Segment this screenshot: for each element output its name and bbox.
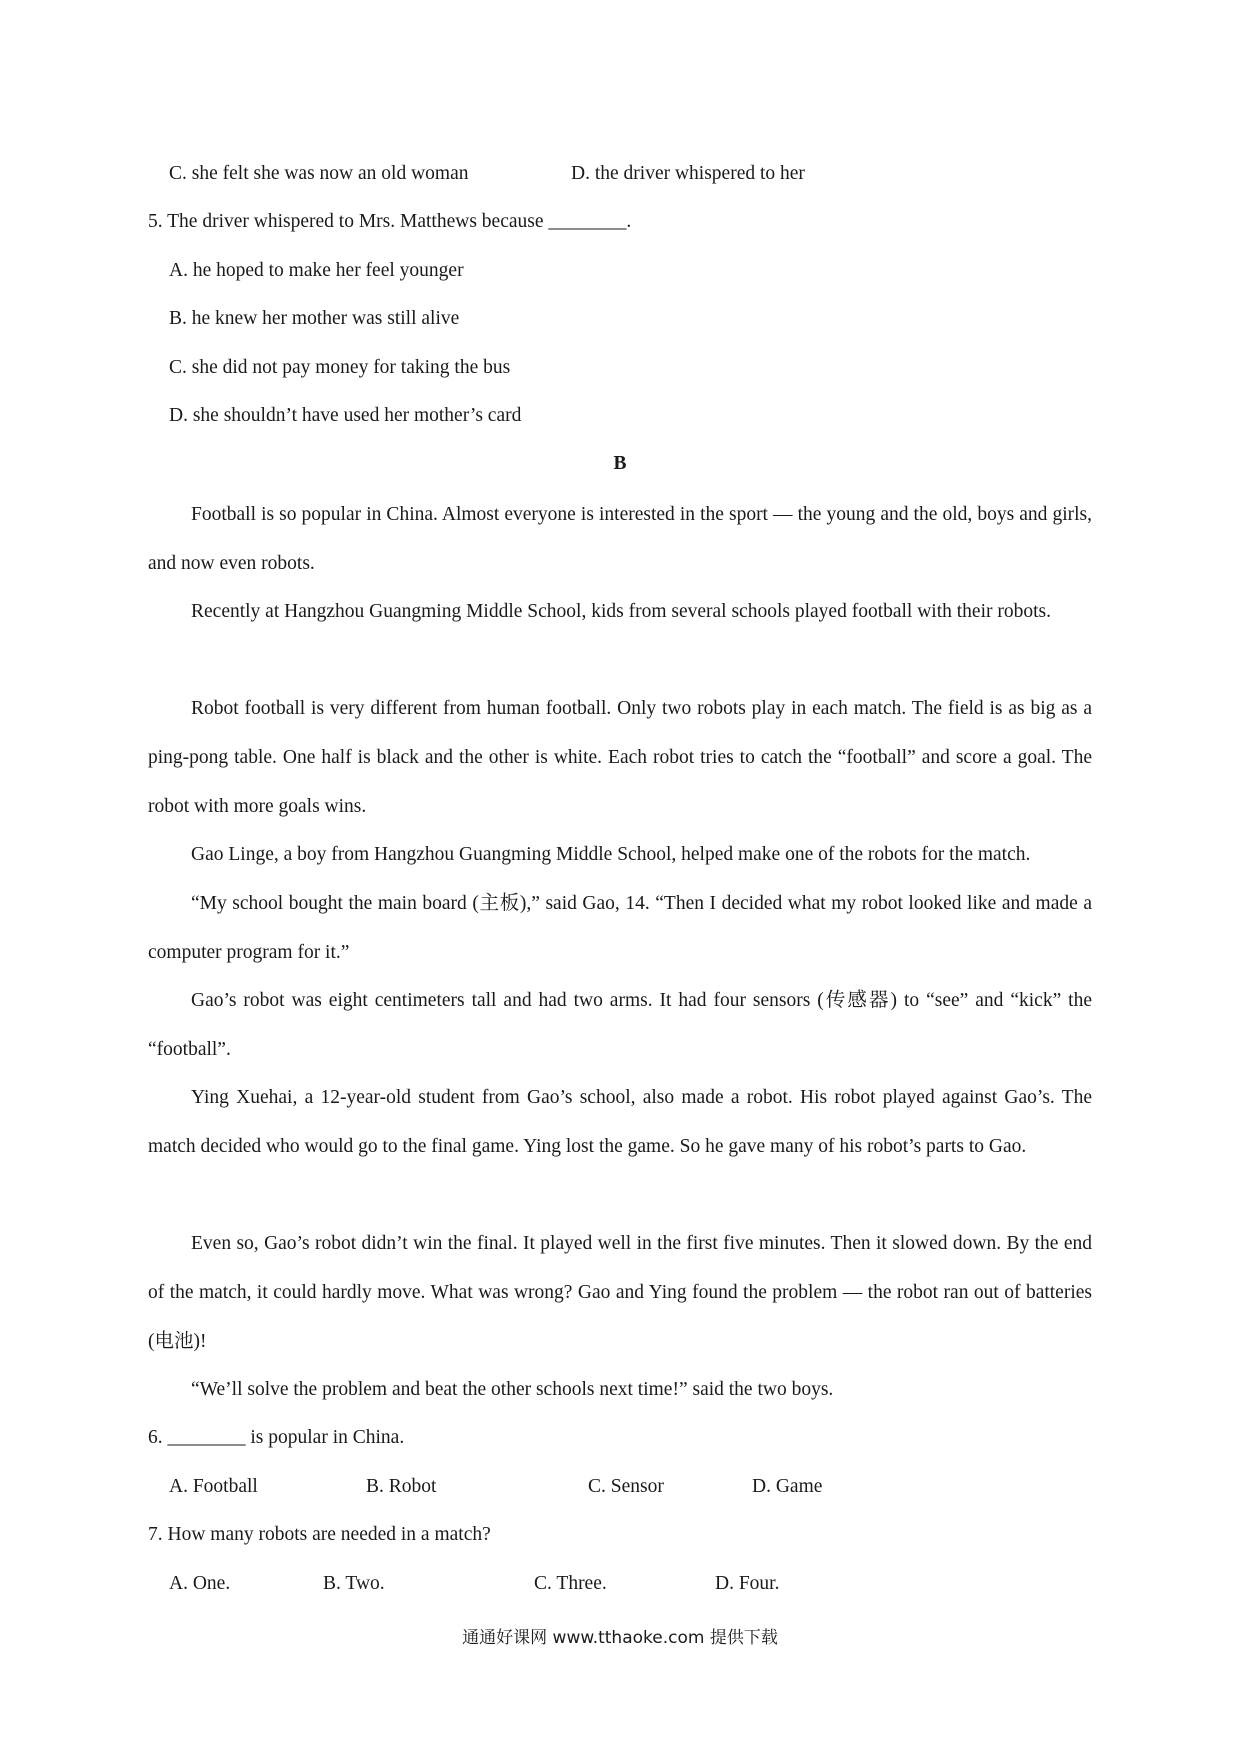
q7-option-b: B. Two. [323, 1573, 385, 1594]
q7-option-a: A. One. [169, 1573, 231, 1594]
passage-paragraph: Recently at Hangzhou Guangming Middle School, kids from several schools played football with their robots. [191, 601, 1051, 622]
q6-option-d: D. Game [752, 1476, 823, 1497]
q5-option-b: B. he knew her mother was still alive [169, 308, 460, 329]
q5-stem: 5. The driver whispered to Mrs. Matthews because ________. [148, 211, 632, 232]
page-footer: 通通好课网 www.tthaoke.com 提供下载 [462, 1628, 778, 1648]
q5-option-d: D. she shouldn’t have used her mother’s card [169, 405, 522, 426]
passage-paragraph: Ying Xuehai, a 12-year-old student from Gao’s school, also made a robot. His robot played against Gao’s. The match decided who would go to the final game. Ying lost the game. So he gave many of his robot’s parts to Gao. [148, 1087, 1092, 1157]
q7-option-d: D. Four. [715, 1573, 780, 1594]
passage-paragraph: Gao’s robot was eight centimeters tall and had two arms. It had four sensors (传感器) to “see” and “kick” the “football”. [148, 990, 1092, 1060]
q5-option-a: A. he hoped to make her feel younger [169, 260, 464, 281]
passage-paragraph: Football is so popular in China. Almost everyone is interested in the sport — the young and the old, boys and girls, and now even robots. [148, 504, 1092, 574]
q4-option-c: C. she felt she was now an old woman [169, 163, 469, 184]
section-title: B [613, 453, 627, 474]
passage-paragraph: “We’ll solve the problem and beat the other schools next time!” said the two boys. [191, 1379, 834, 1400]
q5-option-c: C. she did not pay money for taking the bus [169, 357, 511, 378]
passage-paragraph: Gao Linge, a boy from Hangzhou Guangming Middle School, helped make one of the robots for the match. [191, 844, 1031, 865]
passage-paragraph: “My school bought the main board (主板),” said Gao, 14. “Then I decided what my robot looked like and made a computer program for it.” [148, 893, 1092, 963]
q6-option-a: A. Football [169, 1476, 258, 1497]
q7-stem: 7. How many robots are needed in a match? [148, 1524, 491, 1545]
q6-option-b: B. Robot [366, 1476, 437, 1497]
q4-option-d: D. the driver whispered to her [571, 163, 805, 184]
q6-option-c: C. Sensor [588, 1476, 664, 1497]
passage-paragraph: Even so, Gao’s robot didn’t win the final. It played well in the first five minutes. Then it slowed down. By the end of the match, it could hardly move. What was wrong? Gao and Ying found the problem — the robot ran out of batteries (电池)! [148, 1233, 1092, 1352]
q6-stem: 6. ________ is popular in China. [148, 1427, 405, 1448]
q7-option-c: C. Three. [534, 1573, 607, 1594]
passage-paragraph: Robot football is very different from human football. Only two robots play in each match. The field is as big as a ping-pong table. One half is black and the other is white. Each robot tries to catch the “football” and score a goal. The robot with more goals wins. [148, 698, 1092, 817]
